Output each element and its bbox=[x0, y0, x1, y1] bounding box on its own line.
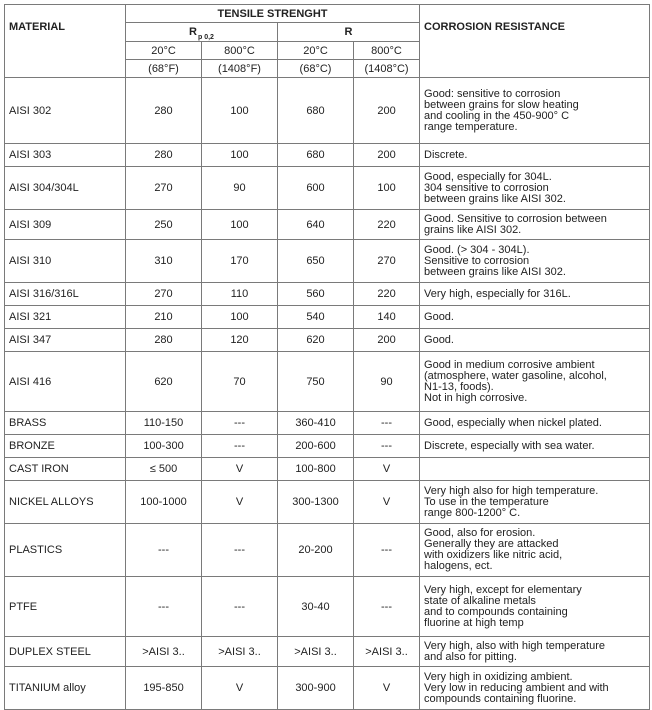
material-cell: PLASTICS bbox=[5, 524, 126, 577]
corrosion-line: Not in high corrosive. bbox=[424, 391, 528, 404]
corrosion-line: Good. bbox=[424, 333, 454, 346]
header-rp-main: R bbox=[189, 26, 197, 38]
corrosion-cell bbox=[420, 667, 650, 710]
material-cell: AISI 310 bbox=[5, 240, 126, 283]
table-row bbox=[5, 352, 650, 412]
corrosion-line: Very high, especially for 316L. bbox=[424, 287, 571, 300]
corrosion-line: Generally they are attacked bbox=[424, 538, 559, 550]
corrosion-line: state of alkaline metals bbox=[424, 594, 536, 607]
corrosion-cell bbox=[420, 637, 650, 667]
rp-800c-cell: V bbox=[202, 667, 278, 710]
rp-20c-cell: 280 bbox=[126, 144, 202, 167]
corrosion-cell bbox=[420, 306, 650, 329]
rp-20c-cell: --- bbox=[126, 577, 202, 637]
material-properties-table bbox=[4, 4, 650, 710]
rp-20c-cell: 100-300 bbox=[126, 435, 202, 458]
table-row bbox=[5, 210, 650, 240]
rp-20c-cell: 270 bbox=[126, 167, 202, 210]
rp-20c-cell: 280 bbox=[126, 78, 202, 144]
table-row bbox=[5, 283, 650, 306]
header-r: R bbox=[278, 23, 420, 42]
corrosion-cell bbox=[420, 210, 650, 240]
r-20c-cell: 20-200 bbox=[278, 524, 354, 577]
corrosion-line: Very high, except for elementary bbox=[424, 583, 582, 596]
rp-800c-cell: --- bbox=[202, 577, 278, 637]
rp-800c-cell: 110 bbox=[202, 283, 278, 306]
header-temp-f: (68°C) bbox=[278, 60, 354, 78]
material-cell: BRASS bbox=[5, 412, 126, 435]
rp-20c-cell: >AISI 3.. bbox=[126, 637, 202, 667]
corrosion-cell bbox=[420, 481, 650, 524]
r-20c-cell: 540 bbox=[278, 306, 354, 329]
material-cell: AISI 304/304L bbox=[5, 167, 126, 210]
corrosion-line: Good, especially for 304L. bbox=[424, 170, 552, 183]
table-row bbox=[5, 435, 650, 458]
r-800c-cell: 270 bbox=[354, 240, 420, 283]
header-temp-f: (1408°F) bbox=[202, 60, 278, 78]
table-row bbox=[5, 577, 650, 637]
material-cell: NICKEL ALLOYS bbox=[5, 481, 126, 524]
table-row bbox=[5, 412, 650, 435]
r-20c-cell: 30-40 bbox=[278, 577, 354, 637]
rp-20c-cell: 250 bbox=[126, 210, 202, 240]
r-20c-cell: 600 bbox=[278, 167, 354, 210]
table-row bbox=[5, 240, 650, 283]
rp-800c-cell: 90 bbox=[202, 167, 278, 210]
corrosion-line: Good: sensitive to corrosion bbox=[424, 87, 561, 100]
corrosion-line: range temperature. bbox=[424, 120, 518, 133]
header-temp-f: (1408°C) bbox=[354, 60, 420, 78]
material-cell: AISI 303 bbox=[5, 144, 126, 167]
r-20c-cell: 680 bbox=[278, 78, 354, 144]
r-800c-cell: 200 bbox=[354, 329, 420, 352]
material-cell: AISI 347 bbox=[5, 329, 126, 352]
header-tensile-strength: TENSILE STRENGHT bbox=[126, 5, 420, 23]
corrosion-line: range 800-1200° C. bbox=[424, 506, 521, 519]
corrosion-line: between grains like AISI 302. bbox=[424, 265, 566, 278]
table-row bbox=[5, 144, 650, 167]
rp-20c-cell: 195-850 bbox=[126, 667, 202, 710]
rp-800c-cell: 120 bbox=[202, 329, 278, 352]
corrosion-line: Good in medium corrosive ambient bbox=[424, 358, 595, 371]
corrosion-cell bbox=[420, 144, 650, 167]
corrosion-line: Sensitive to corrosion bbox=[424, 254, 530, 267]
rp-800c-cell: --- bbox=[202, 435, 278, 458]
corrosion-cell bbox=[420, 577, 650, 637]
material-cell: TITANIUM alloy bbox=[5, 667, 126, 710]
table-container bbox=[4, 4, 650, 710]
corrosion-line: with oxidizers like nitric acid, bbox=[424, 549, 563, 561]
rp-20c-cell: 100-1000 bbox=[126, 481, 202, 524]
table-row bbox=[5, 306, 650, 329]
material-cell: PTFE bbox=[5, 577, 126, 637]
corrosion-line: between grains for slow heating bbox=[424, 98, 579, 111]
corrosion-cell bbox=[420, 329, 650, 352]
table-header bbox=[5, 5, 650, 78]
header-temp-f: (68°F) bbox=[126, 60, 202, 78]
r-20c-cell: >AISI 3.. bbox=[278, 637, 354, 667]
corrosion-cell bbox=[420, 167, 650, 210]
corrosion-line: Discrete, especially with sea water. bbox=[424, 439, 595, 452]
corrosion-cell bbox=[420, 240, 650, 283]
corrosion-line: grains like AISI 302. bbox=[424, 223, 522, 236]
r-800c-cell: --- bbox=[354, 412, 420, 435]
corrosion-line: Very high, also with high temperature bbox=[424, 639, 606, 652]
corrosion-line: Very high also for high temperature. bbox=[424, 484, 599, 497]
corrosion-line: Good, especially when nickel plated. bbox=[424, 416, 602, 429]
header-temp-c: 20°C bbox=[278, 42, 354, 60]
corrosion-line: To use in the temperature bbox=[424, 495, 549, 508]
r-20c-cell: 360-410 bbox=[278, 412, 354, 435]
corrosion-line: compounds containing fluorine. bbox=[424, 692, 577, 705]
r-20c-cell: 100-800 bbox=[278, 458, 354, 481]
header-material: MATERIAL bbox=[5, 5, 126, 78]
table-row bbox=[5, 667, 650, 710]
rp-800c-cell: 100 bbox=[202, 210, 278, 240]
rp-20c-cell: 280 bbox=[126, 329, 202, 352]
corrosion-line: N1-13, foods). bbox=[424, 380, 494, 393]
material-cell: BRONZE bbox=[5, 435, 126, 458]
rp-20c-cell: 110-150 bbox=[126, 412, 202, 435]
rp-800c-cell: >AISI 3.. bbox=[202, 637, 278, 667]
material-cell: AISI 309 bbox=[5, 210, 126, 240]
r-20c-cell: 200-600 bbox=[278, 435, 354, 458]
corrosion-line: Very high in oxidizing ambient. bbox=[424, 670, 573, 683]
material-cell: AISI 416 bbox=[5, 352, 126, 412]
corrosion-cell bbox=[420, 352, 650, 412]
r-800c-cell: 200 bbox=[354, 78, 420, 144]
corrosion-line: and to compounds containing bbox=[424, 605, 568, 618]
corrosion-line: Discrete. bbox=[424, 148, 468, 161]
rp-20c-cell: ≤ 500 bbox=[126, 458, 202, 481]
corrosion-line: and also for pitting. bbox=[424, 650, 517, 663]
table-body bbox=[5, 78, 650, 710]
r-20c-cell: 640 bbox=[278, 210, 354, 240]
corrosion-line: Good, also for erosion. bbox=[424, 527, 536, 539]
rp-20c-cell: 210 bbox=[126, 306, 202, 329]
table-row bbox=[5, 78, 650, 144]
header-rp02 bbox=[126, 23, 278, 42]
corrosion-line: Good. bbox=[424, 310, 454, 323]
corrosion-cell bbox=[420, 412, 650, 435]
header-rp-subscript: p 0,2 bbox=[198, 34, 214, 41]
r-20c-cell: 750 bbox=[278, 352, 354, 412]
material-cell: AISI 302 bbox=[5, 78, 126, 144]
rp-20c-cell: 310 bbox=[126, 240, 202, 283]
r-20c-cell: 300-900 bbox=[278, 667, 354, 710]
r-800c-cell: 220 bbox=[354, 283, 420, 306]
material-cell: CAST IRON bbox=[5, 458, 126, 481]
rp-20c-cell: --- bbox=[126, 524, 202, 577]
r-20c-cell: 680 bbox=[278, 144, 354, 167]
corrosion-cell bbox=[420, 524, 650, 577]
corrosion-line: between grains like AISI 302. bbox=[424, 192, 566, 205]
corrosion-cell bbox=[420, 458, 650, 481]
table-row bbox=[5, 481, 650, 524]
table-row bbox=[5, 637, 650, 667]
corrosion-line: halogens, ect. bbox=[424, 560, 493, 572]
r-800c-cell: 200 bbox=[354, 144, 420, 167]
corrosion-line: (atmosphere, water gasoline, alcohol, bbox=[424, 369, 607, 382]
rp-800c-cell: 100 bbox=[202, 306, 278, 329]
table-row bbox=[5, 524, 650, 577]
rp-800c-cell: 170 bbox=[202, 240, 278, 283]
rp-800c-cell: 70 bbox=[202, 352, 278, 412]
r-20c-cell: 300-1300 bbox=[278, 481, 354, 524]
corrosion-cell bbox=[420, 283, 650, 306]
r-800c-cell: >AISI 3.. bbox=[354, 637, 420, 667]
corrosion-line: Very low in reducing ambient and with bbox=[424, 681, 609, 694]
corrosion-line: Good. Sensitive to corrosion between bbox=[424, 212, 607, 225]
r-800c-cell: 140 bbox=[354, 306, 420, 329]
r-800c-cell: V bbox=[354, 458, 420, 481]
rp-800c-cell: 100 bbox=[202, 78, 278, 144]
r-20c-cell: 560 bbox=[278, 283, 354, 306]
header-temp-c: 800°C bbox=[202, 42, 278, 60]
table-row bbox=[5, 329, 650, 352]
r-800c-cell: 100 bbox=[354, 167, 420, 210]
corrosion-cell bbox=[420, 435, 650, 458]
header-temp-c: 20°C bbox=[126, 42, 202, 60]
corrosion-line: 304 sensitive to corrosion bbox=[424, 181, 549, 194]
corrosion-line: fluorine at high temp bbox=[424, 616, 524, 629]
corrosion-line: and cooling in the 450-900° C bbox=[424, 109, 570, 122]
rp-800c-cell: 100 bbox=[202, 144, 278, 167]
header-corrosion-resistance: CORROSION RESISTANCE bbox=[420, 5, 650, 78]
table-row bbox=[5, 167, 650, 210]
r-800c-cell: --- bbox=[354, 524, 420, 577]
header-row-1 bbox=[5, 5, 650, 23]
rp-800c-cell: V bbox=[202, 458, 278, 481]
r-800c-cell: V bbox=[354, 481, 420, 524]
corrosion-cell bbox=[420, 78, 650, 144]
r-800c-cell: 90 bbox=[354, 352, 420, 412]
rp-800c-cell: --- bbox=[202, 524, 278, 577]
material-cell: AISI 316/316L bbox=[5, 283, 126, 306]
r-20c-cell: 620 bbox=[278, 329, 354, 352]
material-cell: AISI 321 bbox=[5, 306, 126, 329]
rp-800c-cell: V bbox=[202, 481, 278, 524]
r-800c-cell: V bbox=[354, 667, 420, 710]
r-800c-cell: --- bbox=[354, 435, 420, 458]
r-800c-cell: 220 bbox=[354, 210, 420, 240]
rp-800c-cell: --- bbox=[202, 412, 278, 435]
r-20c-cell: 650 bbox=[278, 240, 354, 283]
corrosion-line: Good. (> 304 - 304L). bbox=[424, 243, 530, 256]
rp-20c-cell: 270 bbox=[126, 283, 202, 306]
material-cell: DUPLEX STEEL bbox=[5, 637, 126, 667]
r-800c-cell: --- bbox=[354, 577, 420, 637]
header-temp-c: 800°C bbox=[354, 42, 420, 60]
rp-20c-cell: 620 bbox=[126, 352, 202, 412]
table-row bbox=[5, 458, 650, 481]
